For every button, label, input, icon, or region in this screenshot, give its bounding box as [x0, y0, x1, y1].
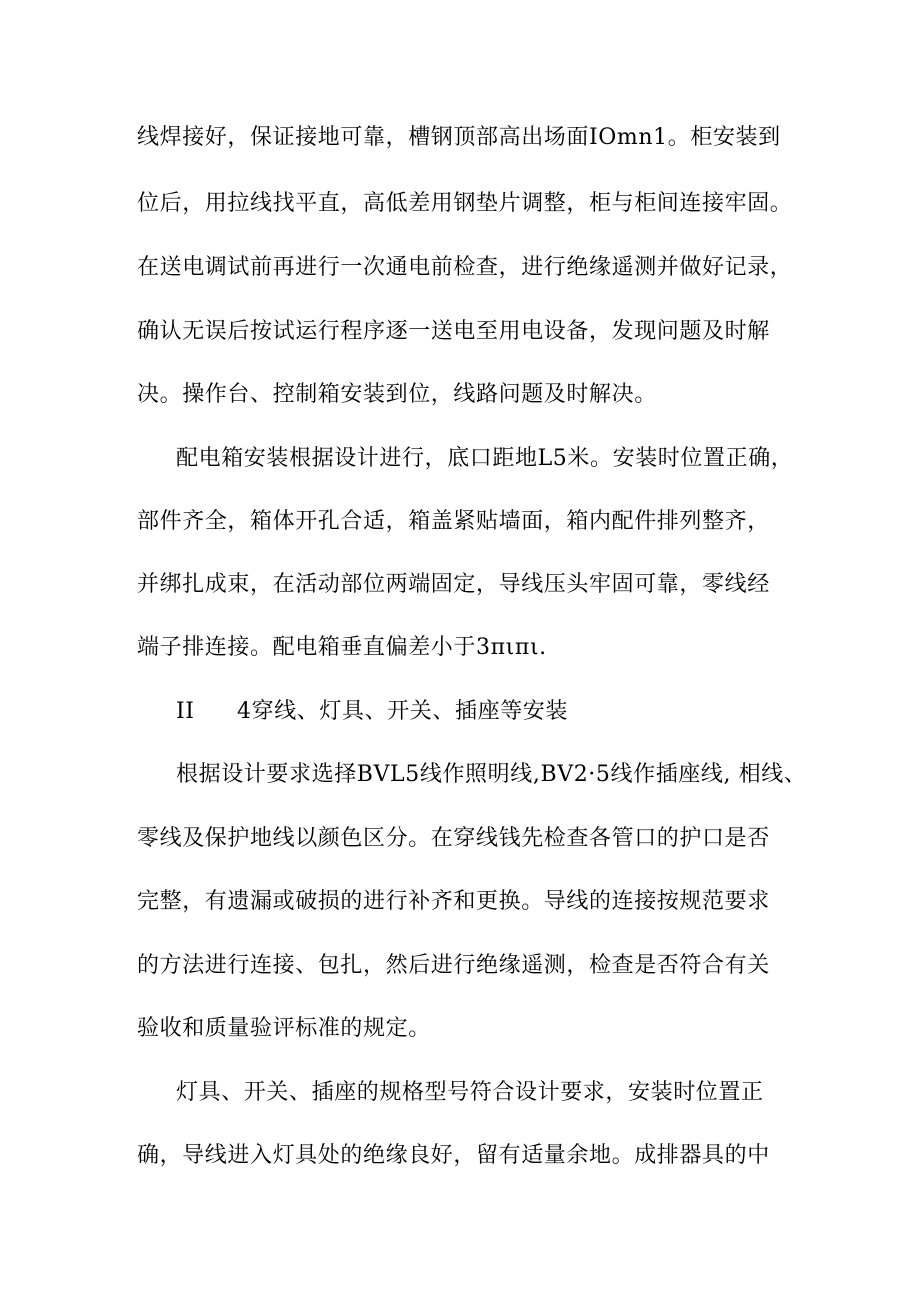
paragraph-line: 配电箱安装根据设计进行，底口距地L5米。安装时位置正确， [176, 446, 794, 471]
paragraph-line: 的方法进行连接、包扎，然后进行绝缘遥测，检查是否符合有关 [137, 953, 770, 978]
paragraph-line: 并绑扎成束，在活动部位两端固定，导线压头牢固可靠，零线经 [137, 572, 770, 597]
paragraph-line: 在送电调试前再进行一次通电前检查，进行绝缘遥测并做好记录， [137, 255, 793, 280]
paragraph-line: 灯具、开关、插座的规格型号符合设计要求，安装时位置正 [176, 1080, 764, 1105]
paragraph-line: 完整，有遗漏或破损的进行补齐和更换。导线的连接按规范要求 [137, 889, 770, 914]
section-number: II [176, 699, 195, 724]
paragraph-line: 决。操作台、控制箱安装到位，线路问题及时解决。 [137, 382, 657, 407]
paragraph-line: 零线及保护地线以颜色区分。在穿线钱先检查各管口的护口是否 [137, 826, 770, 851]
paragraph-line: 线焊接好，保证接地可靠，槽钢顶部高出场面IOmn1。柜安装到 [137, 125, 781, 150]
paragraph-line: 确认无误后按试运行程序逐一送电至用电设备，发现问题及时解 [137, 319, 770, 344]
paragraph-line: 根据设计要求选择BVL5线作照明线,BV2·5线作插座线, 相线、 [176, 762, 807, 787]
paragraph-line: 端子排连接。配电箱垂直偏差小于3πιπι. [137, 635, 547, 660]
section-heading: 4穿线、灯具、开关、插座等安装 [237, 699, 568, 724]
paragraph-line: 验收和质量验评标准的规定。 [137, 1016, 431, 1041]
paragraph-line: 部件齐全，箱体开孔合适，箱盖紧贴墙面，箱内配件排列整齐， [137, 509, 770, 534]
paragraph-line: 位后，用拉线找平直，高低差用钢垫片调整，柜与柜间连接牢固。 [137, 191, 793, 216]
paragraph-line: 确，导线进入灯具处的绝缘良好，留有适量余地。成排器具的中 [137, 1143, 770, 1168]
